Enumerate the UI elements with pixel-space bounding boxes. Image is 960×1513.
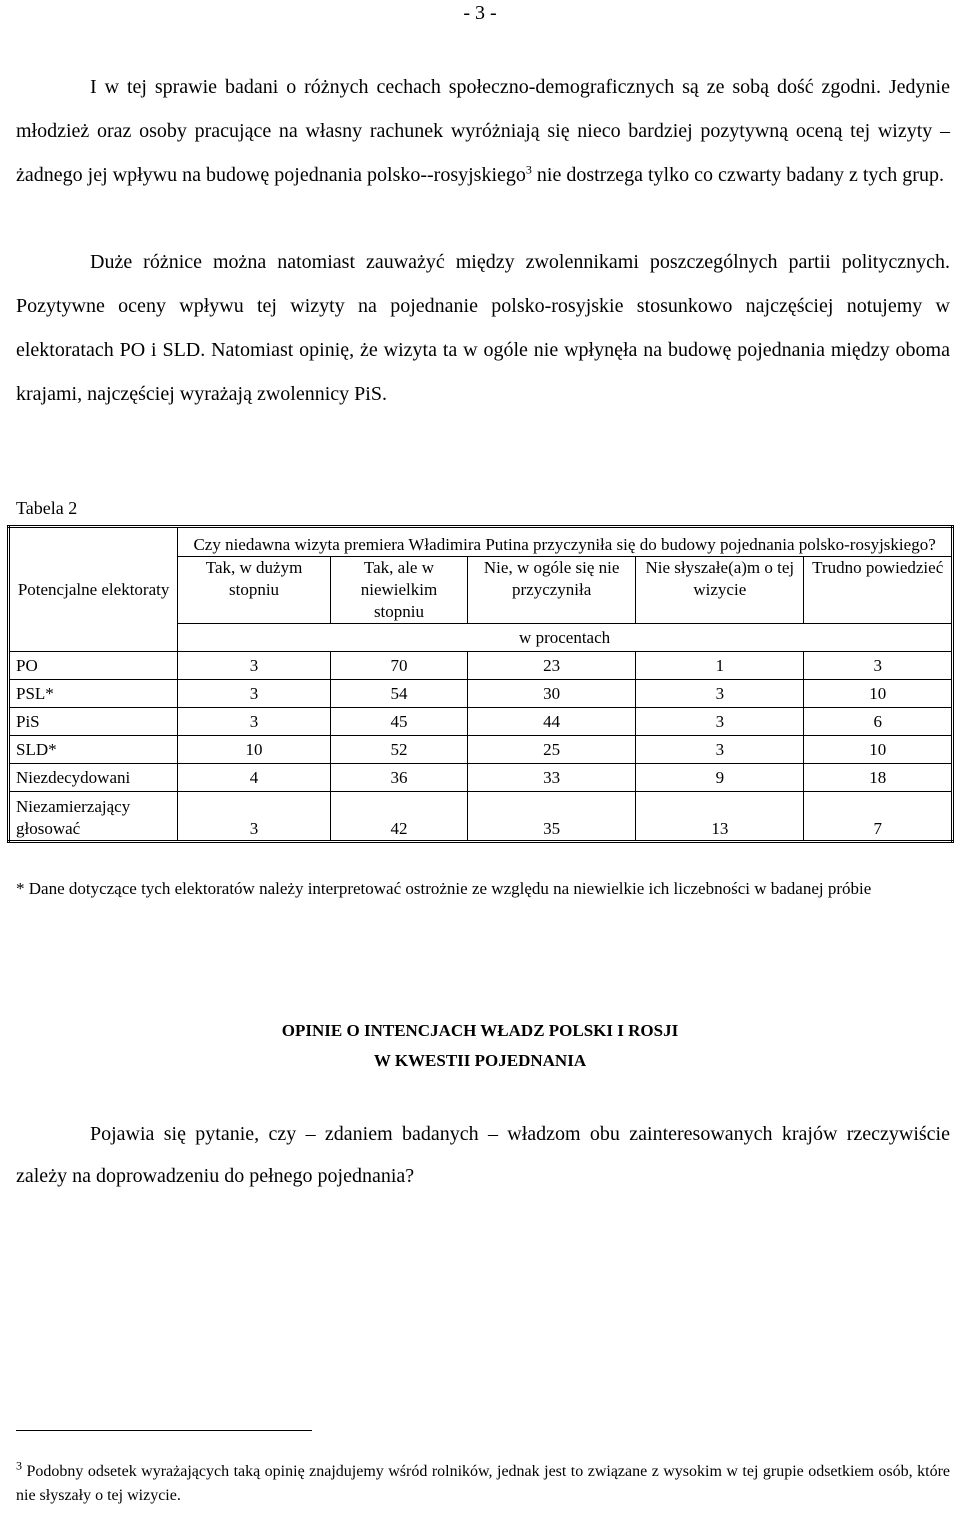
footnote-divider [16,1430,312,1431]
row-label: PSL* [9,680,178,708]
cell-value: 9 [636,764,804,792]
results-table [7,525,954,843]
cell-value: 30 [468,680,636,708]
col-header-5: Trudno powiedzieć [804,557,953,624]
unit-header: w procentach [178,624,953,652]
table-caption: Tabela 2 [16,498,78,518]
cell-value: 3 [178,792,331,842]
col-header-1: Tak, w dużym stopniu [178,557,331,624]
footnote-text: Podobny odsetek wyrażających taką opinię znajdujemy wśród rolników, jednak jest to związane z wysokim w tej grupie odsetkiem osób, które nie słyszały o tej wizycie. [16,1463,950,1504]
page-number: - 3 - [463,2,497,24]
cell-value: 3 [636,736,804,764]
paragraph-1-text: I w tej sprawie badani o różnych cechach społeczno-demograficznych są ze sobą dość zgodni. Jedynie młodzież oraz osoby pracujące na własny rachunek wyróżniają się nieco bardziej pozytywną oceną tej wizyty – żadnego jej wpływu na budowę pojednania polsko-​-rosyjskiego [16,76,950,186]
cell-value: 3 [178,652,331,680]
cell-value: 13 [636,792,804,842]
table-row [9,764,953,792]
row-label: SLD* [9,736,178,764]
paragraph-1 [16,65,950,197]
cell-value: 4 [178,764,331,792]
cell-value: 6 [804,708,953,736]
row-label: PiS [9,708,178,736]
cell-value: 10 [804,680,953,708]
paragraph-3: Pojawia się pytanie, czy – zdaniem badanych – władzom obu zainteresowanych krajów rzeczywiście zależy na doprowadzeniu do pełnego pojednania? [16,1123,950,1187]
cell-value: 3 [178,708,331,736]
cell-value: 10 [178,736,331,764]
cell-value: 10 [804,736,953,764]
cell-value: 3 [178,680,331,708]
cell-value: 3 [804,652,953,680]
cell-value: 35 [468,792,636,842]
row-label: Niezdecydowani [9,764,178,792]
row-label: PO [9,652,178,680]
cell-value: 45 [330,708,467,736]
col-header-4: Nie słyszałe(a)m o tej wizycie [636,557,804,624]
cell-value: 7 [804,792,953,842]
section-title-line-2: W KWESTII POJEDNANIA [373,1051,587,1070]
table-row [9,792,953,842]
col-header-2: Tak, ale w niewielkim stopniu [330,557,467,624]
cell-value: 18 [804,764,953,792]
row-label: Niezamierzający głosować [9,792,178,842]
table-row [9,708,953,736]
section-title [0,1016,960,1076]
cell-value: 3 [636,680,804,708]
footnote [16,1460,950,1508]
table-row [9,680,953,708]
col-header-3: Nie, w ogóle się nie przyczyniła [468,557,636,624]
question-header: Czy niedawna wizyta premiera Władimira Putina przyczyniła się do budowy pojednania polsko-rosyjskiego? [178,527,953,557]
cell-value: 52 [330,736,467,764]
table-note: * Dane dotyczące tych elektoratów należy interpretować ostrożnie ze względu na niewielkie ich liczebności w badanej próbie [16,879,872,898]
footnote-ref: 3 [525,162,532,177]
row-header: Potencjalne elektoraty [9,527,178,652]
section-title-line-1: OPINIE O INTENCJACH WŁADZ POLSKI I ROSJI [281,1021,679,1040]
paragraph-1-text-end: nie dostrzega tylko co czwarty badany z tych grup. [531,164,944,186]
cell-value: 36 [330,764,467,792]
cell-value: 25 [468,736,636,764]
cell-value: 33 [468,764,636,792]
table-row [9,736,953,764]
cell-value: 42 [330,792,467,842]
cell-value: 3 [636,708,804,736]
cell-value: 23 [468,652,636,680]
cell-value: 54 [330,680,467,708]
cell-value: 44 [468,708,636,736]
paragraph-2: Duże różnice można natomiast zauważyć między zwolennikami poszczególnych partii politycznych. Pozytywne oceny wpływu tej wizyty na pojednanie polsko-rosyjskie stosunkowo najczęściej notujemy w elektoratach PO i SLD. Natomiast opinię, że wizyta ta w ogóle nie wpłynęła na budowę pojednania między oboma krajami, najczęściej wyrażają zwolennicy PiS. [16,251,950,405]
footnote-number: 3 [16,1458,22,1473]
cell-value: 1 [636,652,804,680]
cell-value: 70 [330,652,467,680]
table-row [9,652,953,680]
